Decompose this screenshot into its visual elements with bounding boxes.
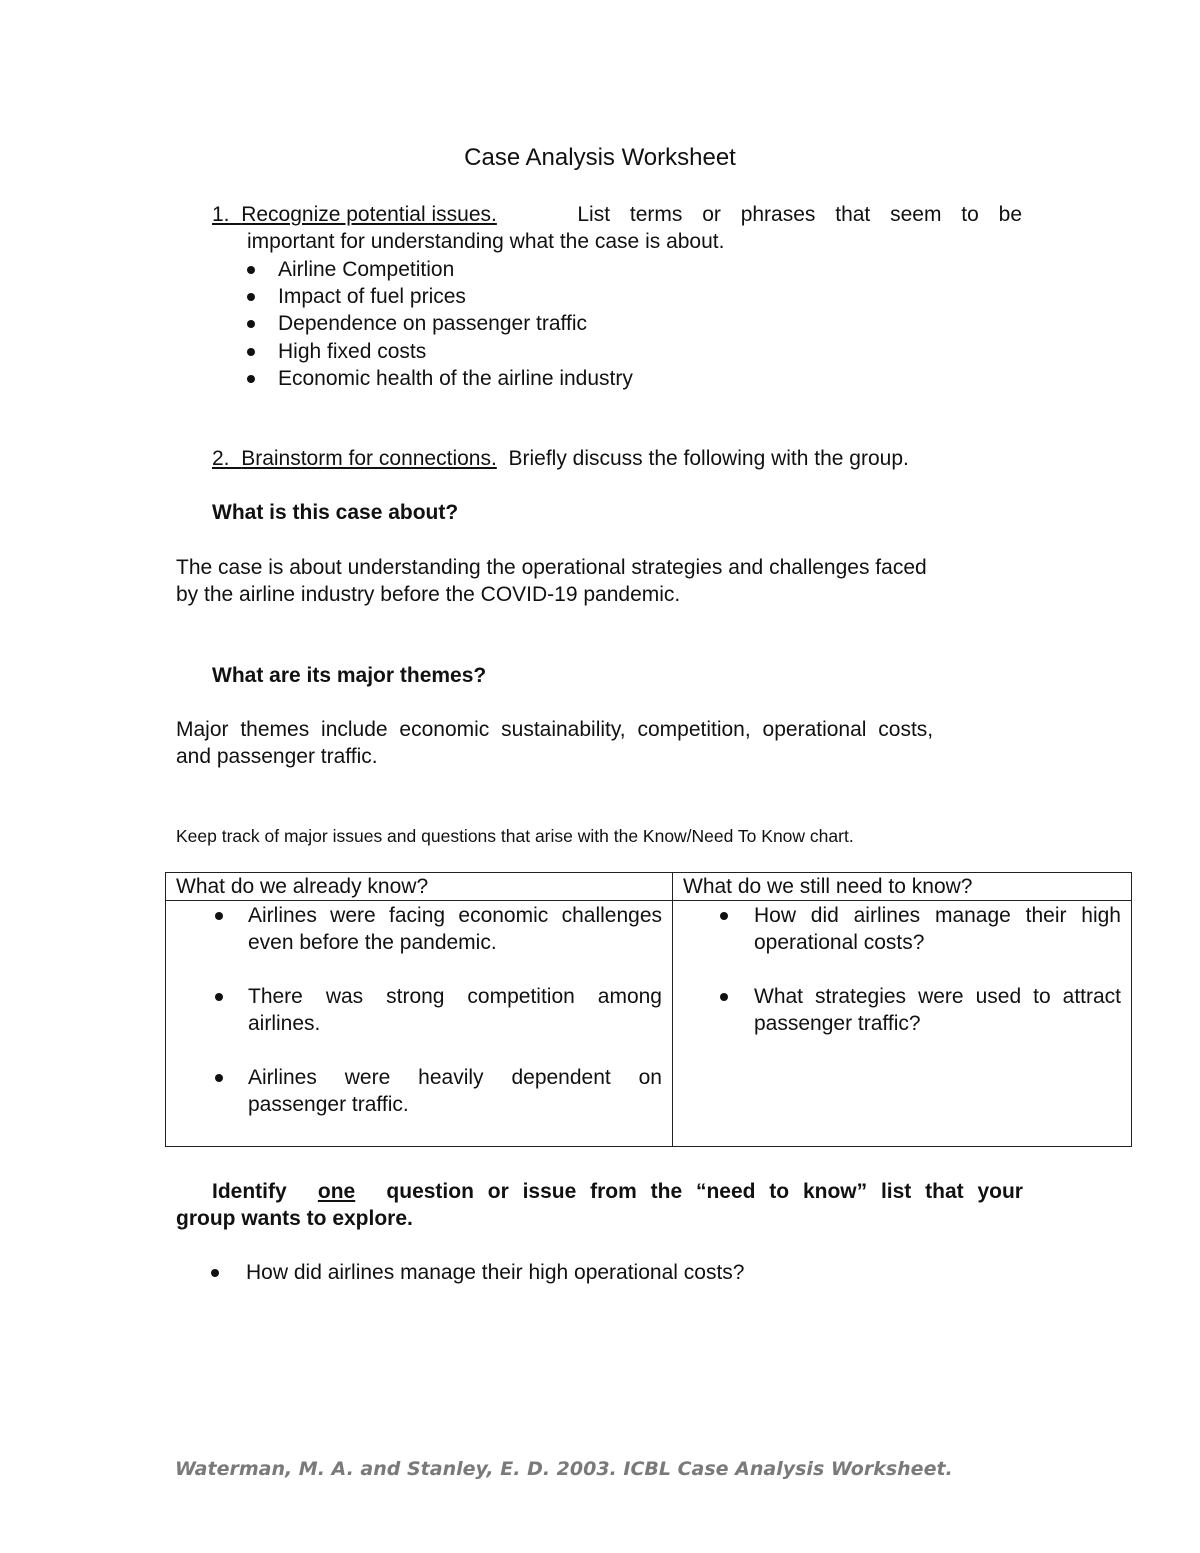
know-need-table: [165, 872, 1132, 1147]
list-item: Dependence on passenger traffic: [242, 310, 633, 337]
list-item: There was strong competition among airlines.: [176, 983, 662, 1037]
column-header-know: What do we already know?: [166, 873, 673, 901]
question-case-about: What is this case about?: [212, 501, 459, 524]
need-list: [683, 902, 1121, 1037]
question-major-themes: What are its major themes?: [212, 664, 487, 687]
identify-line-2: group wants to explore.: [176, 1207, 413, 1230]
list-item: Impact of fuel prices: [242, 283, 633, 310]
selected-question-list: [206, 1259, 744, 1286]
know-cell: [166, 901, 673, 1147]
answer-case-about-line-2: by the airline industry before the COVID-19 pandemic.: [176, 583, 681, 606]
identify-line-1: Identify one question or issue from the “need to know” list that your: [212, 1180, 1023, 1203]
list-item: How did airlines manage their high operational costs?: [683, 902, 1121, 956]
section-1-instruction: List terms or phrases that seem to be: [577, 203, 1022, 226]
column-header-need: What do we still need to know?: [673, 873, 1132, 901]
page-title: Case Analysis Worksheet: [464, 144, 736, 171]
identify-emphasis: one: [317, 1180, 356, 1203]
answer-themes-line-2: and passenger traffic.: [176, 745, 378, 768]
section-1-heading: 1. Recognize potential issues.: [212, 203, 497, 226]
know-list: [176, 902, 662, 1118]
issues-list: [242, 256, 633, 392]
list-item: High fixed costs: [242, 338, 633, 365]
section-2-heading-line: [212, 445, 909, 472]
list-item: Airline Competition: [242, 256, 633, 283]
section-1-instruction-cont: important for understanding what the case is about.: [247, 230, 725, 253]
list-item: What strategies were used to attract passenger traffic?: [683, 983, 1121, 1037]
answer-themes-line-1: Major themes include economic sustainability, competition, operational costs,: [176, 718, 934, 741]
need-cell: [673, 901, 1132, 1147]
answer-case-about-line-1: The case is about understanding the operational strategies and challenges faced: [176, 556, 927, 579]
section-1-heading-line: [212, 201, 1022, 228]
chart-note: Keep track of major issues and questions that arise with the Know/Need To Know chart.: [176, 826, 854, 846]
section-2-instruction: Briefly discuss the following with the group.: [508, 447, 909, 470]
list-item: How did airlines manage their high operational costs?: [206, 1259, 744, 1286]
list-item: Economic health of the airline industry: [242, 365, 633, 392]
citation-footer: Waterman, M. A. and Stanley, E. D. 2003. ICBL Case Analysis Worksheet.: [175, 1458, 953, 1480]
list-item: Airlines were facing economic challenges even before the pandemic.: [176, 902, 662, 956]
list-item: Airlines were heavily dependent on passenger traffic.: [176, 1064, 662, 1118]
section-2-heading: 2. Brainstorm for connections.: [212, 447, 497, 470]
